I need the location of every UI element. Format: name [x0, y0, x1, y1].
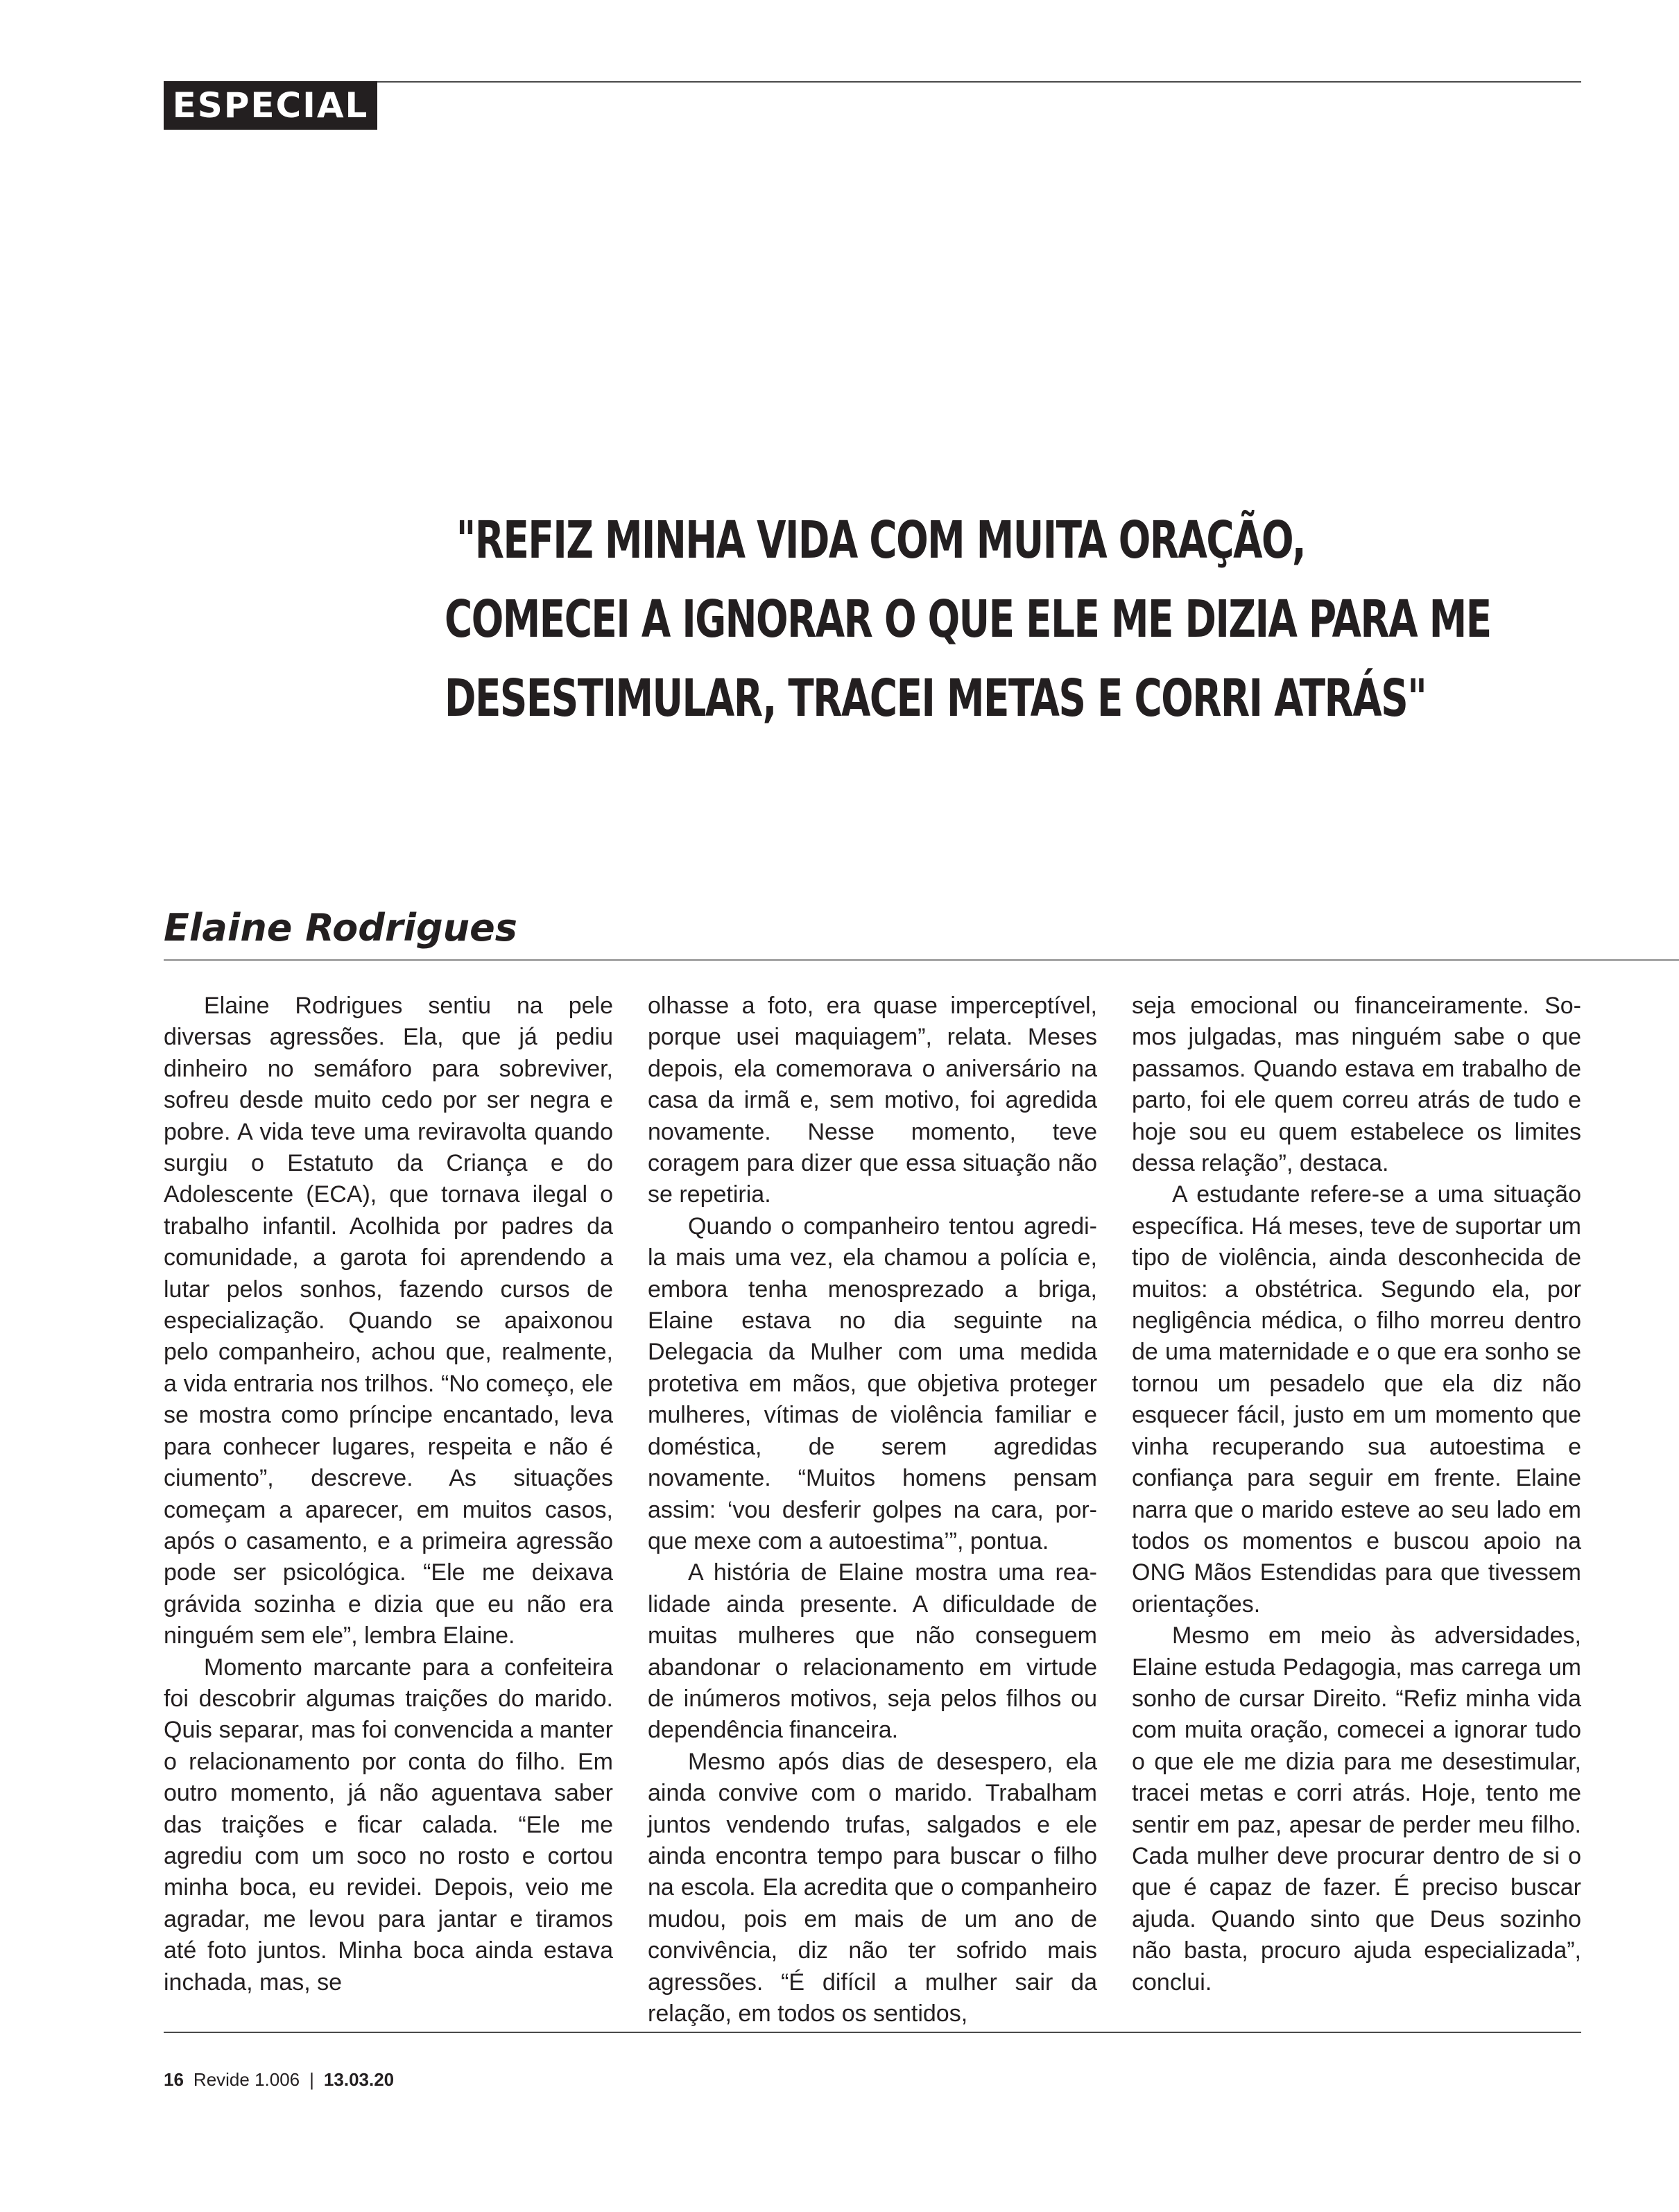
- page-footer: [164, 2067, 394, 2092]
- article-column-2: [648, 991, 1097, 2027]
- article-paragraph: Mesmo em meio às adversidades, Elaine estuda Pedagogia, mas carrega um sonho de cursar Direito. “Refiz minha vida com muita oração, comecei a ignorar tudo o que ele me dizia para me desestimular, tracei metas e corri atrás. Hoje, tento me sentir em paz, apesar de perder meu filho. Cada mulher deve procurar dentro de si o que é capaz de fazer. É preciso buscar ajuda. Quando sinto que Deus sozinho não basta, procuro ajuda especializada”, conclui.: [1132, 1622, 1581, 1996]
- article-paragraph: seja emocional ou financeiramente. Somos julgadas, mas ninguém sabe o que passamos. Quando estava em trabalho de parto, foi ele quem correu atrás de tudo e hoje sou eu quem estabelece os limites dessa relação”, destaca.: [1132, 993, 1581, 1177]
- pull-quote-line: DESESTIMULAR, TRACEI METAS E CORRI ATRÁS": [445, 669, 1427, 728]
- bottom-rule: [164, 2032, 1581, 2033]
- article-column-1: [164, 991, 613, 2012]
- article-paragraph: A estudante refere-se a uma situação específica. Há meses, teve de suportar um tipo de violência, ainda desconhecida de muitos: a obstétrica. Segundo ela, por negligência médica, o filho morreu dentro de uma maternidade e o que era sonho se tornou um pesadelo que ela diz não esquecer fácil, justo em um momento que vinha recuperando sua autoestima e confiança para seguir em frente. Elaine narra que o marido esteve ao seu lado em todos os momentos e buscou apoio na ONG Mãos Estendidas para que tivessem orientações.: [1132, 1181, 1581, 1618]
- article-paragraph: Elaine Rodrigues sentiu na pele diversas agressões. Ela, que já pediu dinheiro no semáforo para sobreviver, sofreu desde muito cedo por ser negra e pobre. A vida teve uma reviravolta quando surgiu o Estatuto da Criança e do Adolescente (ECA), que tornava ilegal o trabalho infantil. Acolhida por padres da comunidade, a garota foi aprendendo a lutar pelos sonhos, fazendo cursos de especialização. Quando se apaixonou pelo companheiro, achou que, realmente, a vida entraria nos trilhos. “No começo, ele se mostra como príncipe encantado, leva para conhecer lugares, respeita e não é ciumento”, descreve. As situações começam a aparecer, em muitos casos, após o casamento, e a primeira agressão pode ser psicológica. “Ele me deixava grávida sozinha e dizia que eu não era ninguém sem ele”, lembra Elaine.: [164, 993, 613, 1649]
- publication-name: Revide 1.006: [193, 2069, 300, 2090]
- footer-separator: |: [309, 2069, 314, 2090]
- author-rule: [164, 959, 1679, 961]
- article-paragraph: olhasse a foto, era quase imperceptível, porque usei maquiagem”, relata. Meses depois, ela comemorava o aniversário na casa da irmã e, sem motivo, foi agredida novamente. Nesse momento, teve coragem para dizer que essa situação não se repetiria.: [648, 993, 1097, 1208]
- article-paragraph: Momento marcante para a confeiteira foi descobrir algumas traições do marido. Quis separar, mas foi convencida a manter o relacionamento por conta do filho. Em outro momento, já não aguentava saber das traições e ficar calada. “Ele me agrediu com um soco no rosto e cortou minha boca, eu revidei. Depois, veio me agradar, me levou para jantar e tiramos até foto juntos. Minha boca ainda estava inchada, mas, se: [164, 1654, 613, 1996]
- article-column-3: [1132, 991, 1581, 2012]
- author-name: Elaine Rodrigues: [164, 906, 517, 950]
- article-paragraph: Mesmo após dias de desespero, ela ainda convive com o marido. Trabalham juntos vendendo trufas, salgados e ele ainda encontra tempo para buscar o filho na escola. Ela acredita que o companheiro mudou, pois em mais de um ano de convivência, diz não ter sofrido mais agressões. “É difícil a mulher sair da relação, em todos os sentidos,: [648, 1748, 1097, 2027]
- page-number: 16: [164, 2069, 184, 2090]
- article-paragraph: A história de Elaine mostra uma realidade ainda presente. A dificuldade de muitas mulheres que não conseguem abandonar o relacionamento em virtude de inúmeros motivos, seja pelos filhos ou dependência financeira.: [648, 1559, 1097, 1744]
- pull-quote: [445, 501, 1491, 738]
- section-label: ESPECIAL: [164, 81, 377, 130]
- article-body: [164, 991, 1581, 2027]
- pull-quote-line: COMECEI A IGNORAR O QUE ELE ME DIZIA PARA ME: [445, 590, 1491, 649]
- pull-quote-line: "REFIZ MINHA VIDA COM MUITA ORAÇÃO,: [456, 511, 1306, 570]
- article-paragraph: Quando o companheiro tentou agredi-la mais uma vez, ela chamou a polícia e, embora tenha menosprezado a briga, Elaine estava no dia seguinte na Delegacia da Mulher com uma medida protetiva em mãos, que objetiva proteger mulheres, vítimas de violência familiar e doméstica, de serem agredidas novamente. “Muitos homens pensam assim: ‘vou desferir golpes na cara, porque mexe com a autoestima’”, pontua.: [648, 1212, 1097, 1554]
- issue-date: 13.03.20: [323, 2069, 395, 2090]
